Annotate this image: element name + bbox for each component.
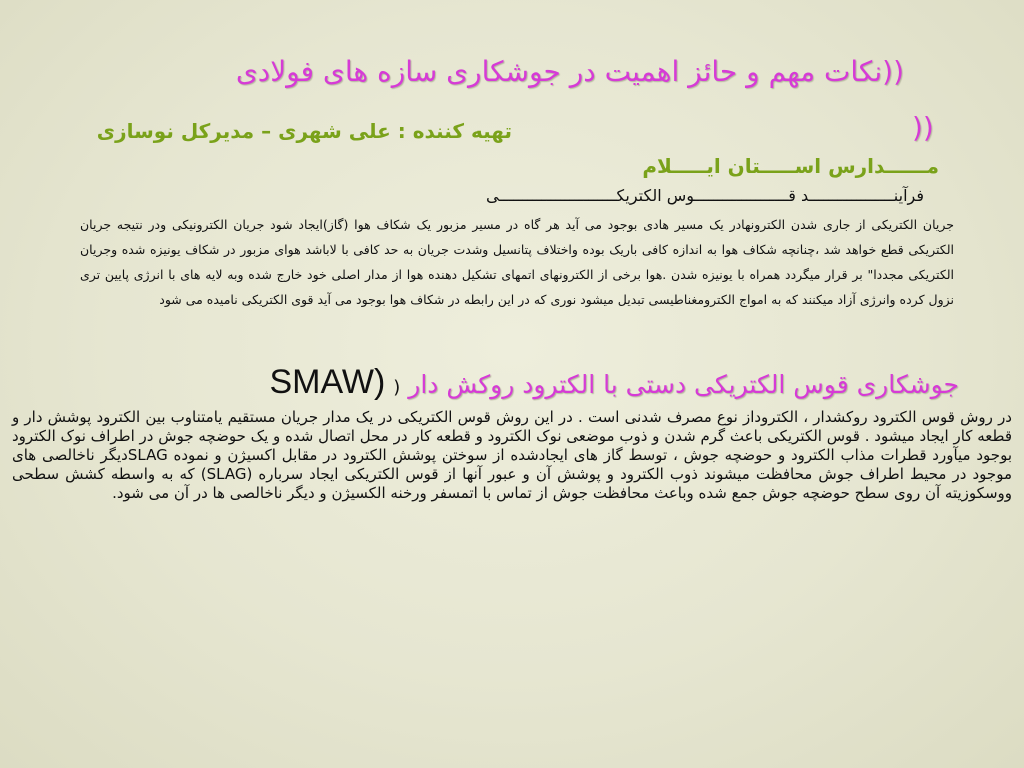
smaw-heading-parenthesis: ( (393, 377, 401, 398)
title-closing-parenthesis: )) (912, 111, 934, 144)
smaw-heading (66, 362, 959, 408)
smaw-paragraph: در روش قوس الکترود روکشدار ، الکتروداز نوع مصرف شدنی است . در این روش قوس الکتریکی در یک مدار جریان مستقیم یامتناوب بین الکترود پوشش دار و قطعه کار ایجاد میشود . قوس الکتریکی باعث گرم شدن و ذوب موضعی نوک الکترود و قطعه کار در محل اتصال شده و یک حوضچه جوش در اطراف نوک الکترود بوجود میآورد قطرات مذاب الکترود و حوضچه جوش ، توسط گاز های ایجادشده از سوختن پوشش الکترود در مقابل اکسیژن و نموده SLAGدیگر ناخالصی های موجود در محیط اطراف جوش محافظت میشوند ذوب الکترود و پوشش آن و عبور آنها از قوس الکتریکی ایجاد سرباره (SLAG) که به واسطه کشش سطحی ووسکوزیته آن روی سطح حوضچه جوش جمع شده وباعث محافظت جوش از تماس با اتمسفر ورخنه الکسیژن و دیگر ناخالصی ها در آن می شود. (12, 408, 1012, 502)
smaw-heading-text: جوشکاری قوس الکتریکی دستی با الکترود روکش دار (408, 370, 959, 399)
slide-title: ((نکات مهم و حائز اهمیت در جوشکاری سازه های فولادی (235, 55, 904, 88)
arc-process-paragraph: جریان الکتریکی از جاری شدن الکترونهادر یک مسیر هادی بوجود می آید هر گاه در مسیر مزبور یک شکاف هوا (گاز)ایجاد شود جریان الکترونیکی ودر نتیجه جریان الکتریکی قطع خواهد شد ،چنانچه شکاف هوا به اندازه کافی باریک بوده واختلاف پتانسیل وشدت جریان به حد کافی با لاباشد هوای مزبور در شکاف یونیزه شده وجریان الکتریکی مجددا" بر قرار میگردد همراه با یونیزه شدن .هوا برخی از الکترونهای اتمهای تشکیل دهنده هوا از مدار اصلی خود خارج شده وبه لایه های با انرژی پایین تری نزول کرده وانرژی آزاد میکنند که به امواج الکترومغناطیسی تبدیل میشود نوری که در این رابطه در شکاف هوا بوجود می آید قوی الکتریکی نامیده می شود (80, 217, 954, 307)
arc-process-heading: فرآینــــــــــــــــــد قــــــــــــــــــــوس الکتریکـــــــــــــــــــــــــی (486, 186, 924, 205)
school-line: مــــــدارس اســـــتان ایـــــلام (642, 154, 939, 178)
author-line: تهیه کننده : علی شهری – مدیرکل نوسازی (96, 119, 512, 143)
smaw-heading-acronym: SMAW) (269, 363, 386, 401)
